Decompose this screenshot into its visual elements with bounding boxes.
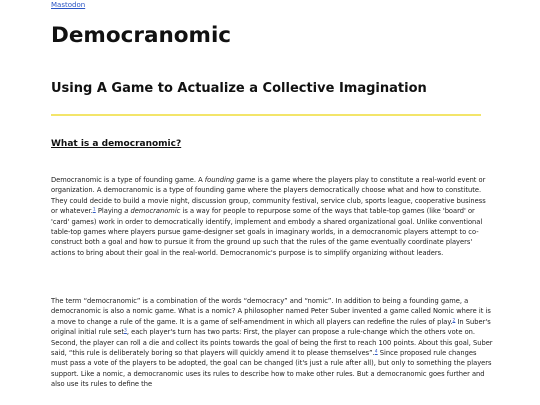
footnote-link-1[interactable]: 1 (92, 207, 96, 213)
text-run: In Suber's original initial rule set (51, 317, 491, 337)
section-heading-what-is[interactable]: What is a democranomic? (51, 139, 182, 149)
paragraph-definition (51, 175, 493, 258)
emphasis-founding-game: founding game (204, 176, 256, 184)
page-subtitle: Using A Game to Actualize a Collective Imagination (51, 81, 427, 96)
text-run: is a game where the players play to constitute a real-world event or organization. A democranomic is a type of founding game where the players democratically choose what and how to constitute. They could decide to build a movie night, discussion group, community festival, service club, sports league, cooperative business or whatever. (51, 176, 486, 216)
paragraph-term-origin (51, 296, 493, 390)
text-run: Since proposed rule changes must pass a vote of the players to be adopted, the goal can be changed (it's just a rule after all), but only to something the players support. Like a nomic, a democranomic uses its rules to describe how to make other rules. But a democranomic goes further and also use its rules to define the (51, 349, 492, 389)
mastodon-link[interactable]: Mastodon (51, 1, 86, 9)
footnote-link-4[interactable]: 4 (374, 349, 378, 355)
section-divider (51, 114, 481, 116)
text-run: The term “democranomic” is a combination of the words “democracy” and “nomic”. In addition to being a founding game, a democranomic is also a nomic game. What is a nomic? A philosopher named Peter Suber invented a game called Nomic where it is a move to change a rule of the game. It is a game of self-amendment in which all players can redefine the rules of play. (51, 297, 491, 326)
emphasis-a-democranomic: a democranomic (124, 207, 181, 216)
text-run: , each player's turn has two parts: First, the player can propose a rule-change which the others vote on. Second, the player can roll a die and collect its points towards the goal of being the first to reach 100 points. About this goal, Suber said, “this rule is deliberately boring so that players will quickly amend it to please themselves”. (51, 328, 493, 358)
footnote-link-2[interactable]: 2 (452, 318, 456, 324)
text-run: Democranomic is a type of founding game. A (51, 176, 205, 184)
text-run: is a way for people to repurpose some of the ways that table-top games (like 'board' or 'card' games) work in order to democratically identify, implement and embody a shared organizational goal. Unlike conventional table-top games where players pursue game-designer set goals in imaginary worlds, in a democranomic players attempt to co-construct both a goal and how to pursue it from the ground up such that the rules of the game eventually coordinate players' actions to bring about their goal in the real-world. Democranomic's purpose is to simplify organizing without leaders. (51, 207, 483, 257)
site-title: Democranomic (51, 23, 232, 48)
text-run: Playing (95, 207, 125, 216)
footnote-link-3[interactable]: 3 (123, 328, 127, 334)
